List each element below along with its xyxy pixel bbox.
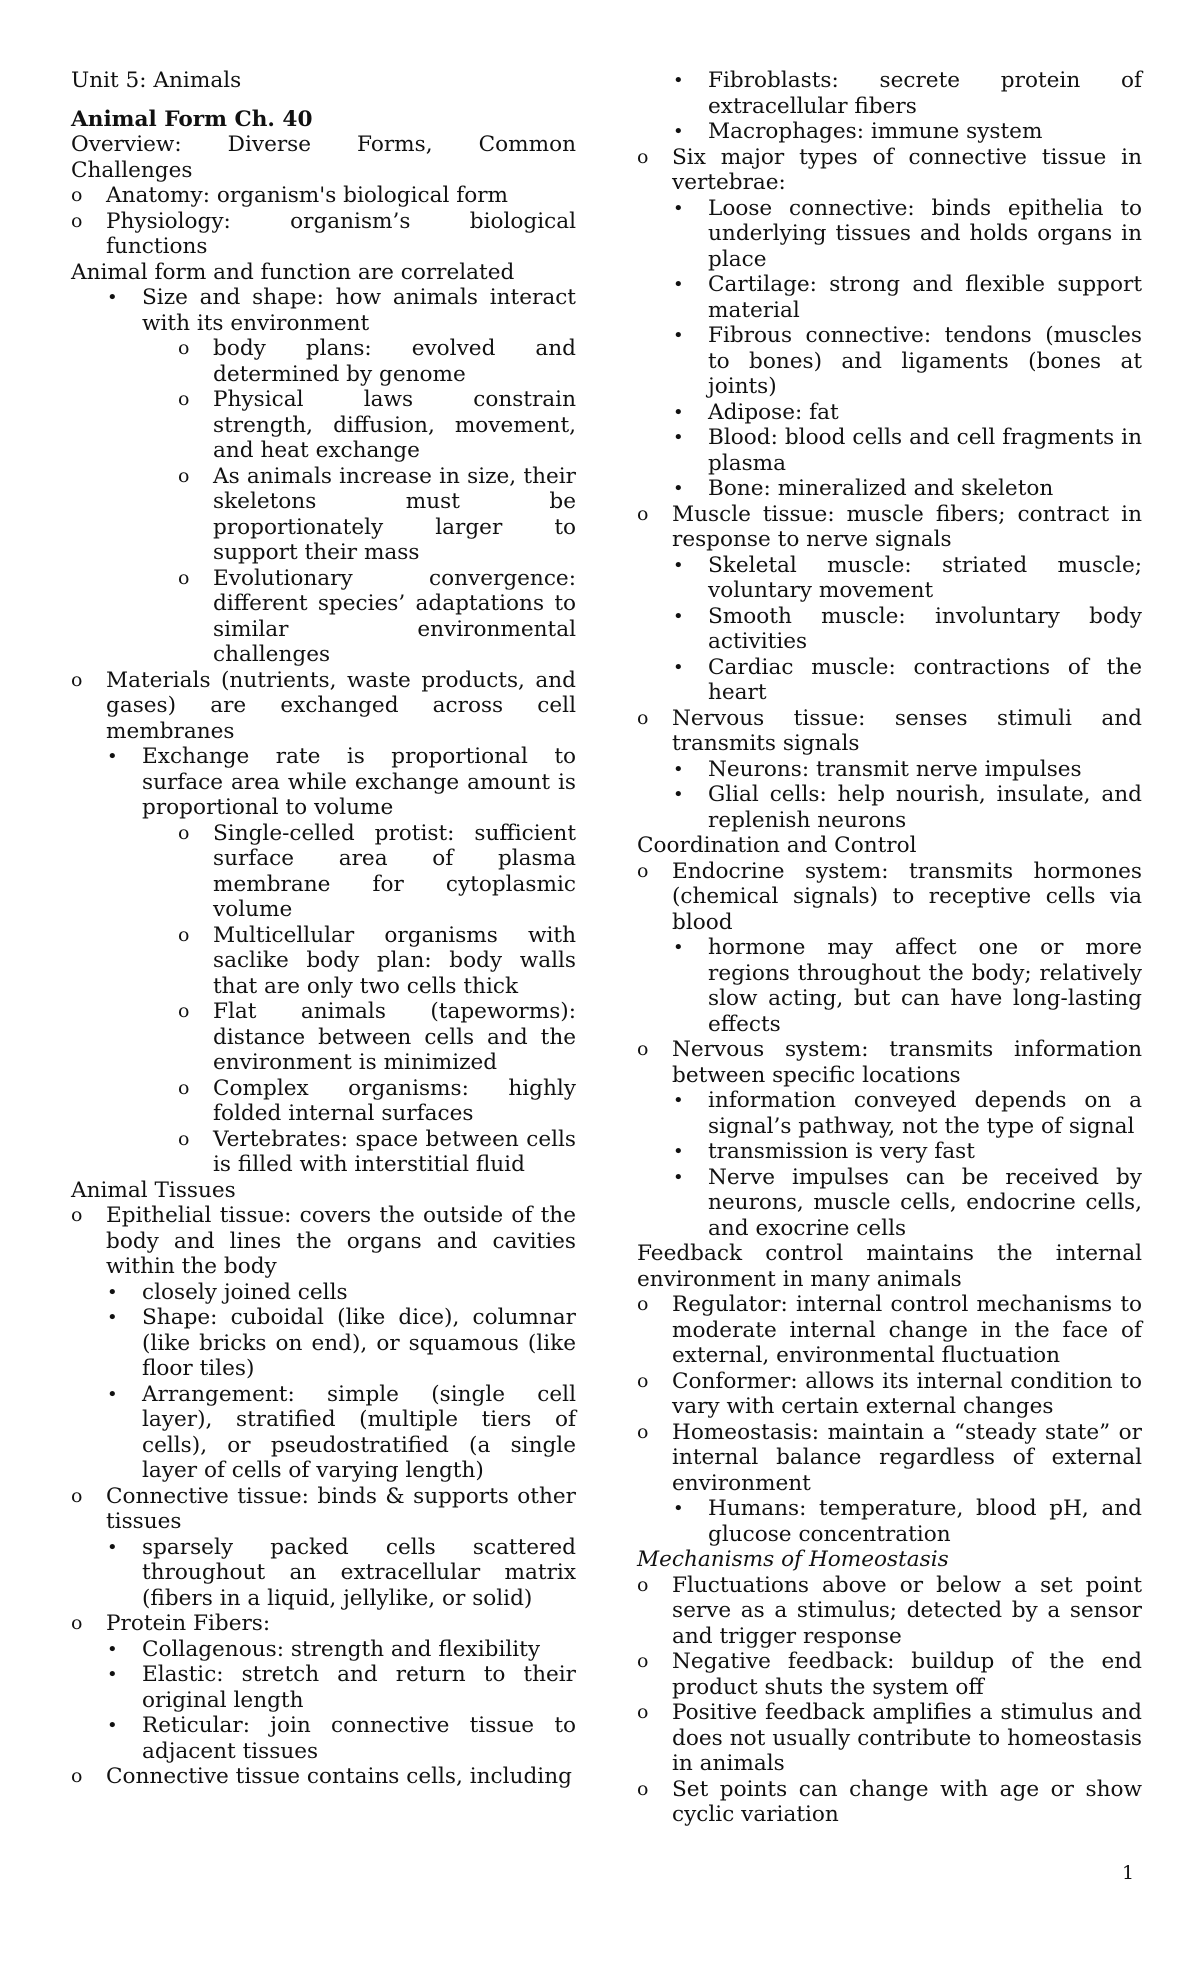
- circle-bullet-icon: o: [71, 1612, 83, 1634]
- list-item-level-3: [71, 387, 576, 464]
- list-item-text: Six major types of connective tissue in vertebrae:: [672, 144, 1142, 195]
- list-item-text: Humans: temperature, blood pH, and glucose concentration: [708, 1496, 1142, 1547]
- list-item-level-2: [637, 425, 1142, 476]
- list-item-text: Nerve impulses can be received by neurons, muscle cells, endocrine cells, and exocrine cells: [708, 1164, 1142, 1241]
- list-item-text: Connective tissue: binds & supports other tissues: [106, 1483, 576, 1534]
- list-item-text: Neurons: transmit nerve impulses: [708, 756, 1082, 782]
- circle-bullet-icon: o: [178, 1076, 190, 1099]
- list-item-level-3: [71, 999, 576, 1076]
- list-item-text: closely joined cells: [142, 1279, 348, 1305]
- list-item-level-2: [637, 1165, 1142, 1242]
- list-item-level-1: [637, 1700, 1142, 1777]
- list-item-level-3: [71, 1076, 576, 1127]
- page-number: 1: [1122, 1862, 1135, 1884]
- list-item-text: Physiology: organism’s biological functions: [106, 208, 576, 259]
- list-item-text: Nervous tissue: senses stimuli and transmits signals: [672, 705, 1142, 756]
- list-item-level-2: [71, 285, 576, 336]
- list-item-text: Glial cells: help nourish, insulate, and replenish neurons: [708, 782, 1142, 833]
- list-item-text: Connective tissue contains cells, including: [106, 1764, 572, 1789]
- list-item-text: Evolutionary convergence: different species’ adaptations to similar environmental challenges: [213, 565, 576, 667]
- circle-bullet-icon: o: [637, 1701, 649, 1723]
- list-item-text: Smooth muscle: involuntary body activities: [708, 603, 1142, 654]
- list-item-text: Fibrous connective: tendons (muscles to bones) and ligaments (bones at joints): [708, 323, 1142, 399]
- list-item-level-2: [637, 782, 1142, 833]
- left-column: [71, 68, 576, 1790]
- list-item-text: Exchange rate is proportional to surface area while exchange amount is proportional to volume: [142, 744, 576, 820]
- circle-bullet-icon: o: [178, 337, 190, 359]
- circle-bullet-icon: o: [178, 1000, 190, 1022]
- list-item-text: Elastic: stretch and return to their original length: [142, 1662, 576, 1713]
- circle-bullet-icon: o: [637, 859, 649, 882]
- bullet-icon: •: [107, 287, 118, 308]
- bullet-icon: •: [673, 197, 684, 219]
- list-item-level-1: [71, 1611, 576, 1637]
- circle-bullet-icon: o: [637, 1650, 649, 1672]
- list-item-text: Epithelial tissue: covers the outside of the body and lines the organs and cavities within the body: [106, 1203, 576, 1279]
- list-item-text: Protein Fibers:: [106, 1611, 271, 1636]
- circle-bullet-icon: o: [637, 1777, 649, 1800]
- circle-bullet-icon: o: [637, 502, 649, 525]
- list-item-text: Adipose: fat: [708, 399, 839, 425]
- bullet-icon: •: [107, 746, 118, 767]
- list-item-text: Nervous system: transmits information between specific locations: [672, 1037, 1142, 1088]
- list-item-text: transmission is very fast: [708, 1139, 975, 1164]
- circle-bullet-icon: o: [637, 1293, 649, 1315]
- circle-bullet-icon: o: [71, 1204, 83, 1226]
- list-item-level-1: [637, 859, 1142, 936]
- bullet-icon: •: [673, 401, 684, 423]
- list-item-level-1: [637, 1573, 1142, 1650]
- list-item-text: Anatomy: organism's biological form: [106, 183, 509, 208]
- list-item-text: Single-celled protist: sufficient surface area of plasma membrane for cytoplasmic volume: [213, 820, 576, 922]
- circle-bullet-icon: o: [178, 464, 190, 487]
- circle-bullet-icon: o: [637, 1038, 649, 1060]
- list-item-level-2: [637, 757, 1142, 783]
- circle-bullet-icon: o: [637, 1420, 649, 1443]
- list-item-text: Reticular: join connective tissue to adjacent tissues: [142, 1713, 576, 1764]
- list-item-text: Set points can change with age or show cyclic variation: [672, 1776, 1142, 1827]
- list-item-text: Cartilage: strong and flexible support material: [708, 272, 1142, 323]
- list-item-text: Cardiac muscle: contractions of the heart: [708, 654, 1142, 705]
- list-item-text: hormone may affect one or more regions throughout the body; relatively slow acting, but can have long-lasting effects: [708, 935, 1142, 1037]
- list-item-text: Conformer: allows its internal condition to vary with certain external changes: [672, 1368, 1142, 1419]
- list-item-level-2: [71, 1662, 576, 1713]
- list-item-text: As animals increase in size, their skeletons must be proportionately larger to support their mass: [213, 463, 576, 565]
- text-line: Coordination and Control: [637, 833, 917, 858]
- list-item-text: body plans: evolved and determined by genome: [213, 336, 576, 387]
- circle-bullet-icon: o: [178, 388, 190, 410]
- list-item-text: Size and shape: how animals interact with its environment: [142, 285, 576, 336]
- circle-bullet-icon: o: [178, 566, 190, 589]
- list-item-level-1: [637, 1420, 1142, 1497]
- bullet-icon: •: [107, 1536, 118, 1558]
- bullet-icon: •: [673, 1141, 684, 1162]
- list-item-text: Skeletal muscle: striated muscle; voluntary movement: [708, 552, 1142, 603]
- bullet-icon: •: [107, 1715, 118, 1736]
- bullet-icon: •: [673, 656, 684, 678]
- list-item-text: Endocrine system: transmits hormones (chemical signals) to receptive cells via blood: [672, 858, 1142, 935]
- list-item-level-2: [637, 196, 1142, 273]
- list-item-level-1: [637, 1292, 1142, 1369]
- text-line: Unit 5: Animals: [71, 68, 242, 93]
- list-item-level-2: [637, 655, 1142, 706]
- bullet-icon: •: [107, 1307, 118, 1328]
- bullet-icon: •: [673, 784, 684, 805]
- list-item-level-1: [637, 1649, 1142, 1700]
- list-item-level-2: [71, 1382, 576, 1484]
- list-item-text: Regulator: internal control mechanisms to moderate internal change in the face of external, environmental fluctuation: [672, 1292, 1142, 1368]
- list-item-level-1: [637, 502, 1142, 553]
- list-item-level-2: [637, 1088, 1142, 1139]
- text-line: Overview: Diverse Forms, Common Challenges: [71, 132, 576, 183]
- list-item-level-2: [637, 323, 1142, 400]
- list-item-level-1: [71, 668, 576, 745]
- text-line: Animal Tissues: [71, 1177, 236, 1203]
- bullet-icon: •: [107, 1383, 118, 1405]
- circle-bullet-icon: o: [71, 1765, 83, 1787]
- list-item-level-3: [71, 821, 576, 923]
- list-item-text: Multicellular organisms with saclike body plan: body walls that are only two cells thick: [213, 922, 576, 999]
- bullet-icon: •: [673, 554, 684, 576]
- circle-bullet-icon: o: [637, 145, 649, 168]
- list-item-level-1: [71, 1484, 576, 1535]
- chapter-heading: Animal Form Ch. 40: [71, 106, 313, 132]
- list-item-text: Blood: blood cells and cell fragments in plasma: [708, 425, 1142, 476]
- right-column: [637, 68, 1142, 1828]
- list-item-text: Complex organisms: highly folded internal surfaces: [213, 1075, 576, 1126]
- list-item-level-2: [71, 1637, 576, 1663]
- circle-bullet-icon: o: [637, 706, 649, 729]
- list-item-text: Fluctuations above or below a set point serve as a stimulus; detected by a sensor and trigger response: [672, 1572, 1142, 1649]
- circle-bullet-icon: o: [71, 1484, 83, 1507]
- bullet-icon: •: [673, 1498, 684, 1519]
- list-item-text: Physical laws constrain strength, diffusion, movement, and heat exchange: [213, 387, 576, 463]
- list-item-level-2: [637, 272, 1142, 323]
- list-item-text: Shape: cuboidal (like dice), columnar (like bricks on end), or squamous (like floor tiles): [142, 1305, 576, 1381]
- list-item-text: information conveyed depends on a signal’s pathway, not the type of signal: [708, 1088, 1142, 1139]
- list-item-text: Materials (nutrients, waste products, and gases) are exchanged across cell membranes: [106, 667, 576, 744]
- list-item-level-2: [71, 1280, 576, 1306]
- circle-bullet-icon: o: [71, 668, 83, 691]
- bullet-icon: •: [673, 605, 684, 627]
- list-item-level-1: [637, 706, 1142, 757]
- bullet-icon: •: [673, 70, 684, 91]
- circle-bullet-icon: o: [178, 923, 190, 946]
- spacer: [71, 94, 576, 107]
- list-item-level-2: [637, 1139, 1142, 1165]
- text-line: Animal form and function are correlated: [71, 259, 515, 285]
- bullet-icon: •: [673, 121, 684, 142]
- circle-bullet-icon: o: [637, 1573, 649, 1596]
- list-item-level-2: [71, 1305, 576, 1382]
- bullet-icon: •: [673, 274, 684, 295]
- list-item-level-1: [637, 1037, 1142, 1088]
- list-item-level-1: [637, 1369, 1142, 1420]
- list-item-level-3: [71, 1127, 576, 1178]
- list-item-text: Positive feedback amplifies a stimulus and does not usually contribute to homeostasis in animals: [672, 1700, 1142, 1776]
- list-item-level-1: [71, 209, 576, 260]
- list-item-text: Flat animals (tapeworms): distance between cells and the environment is minimized: [213, 999, 576, 1075]
- list-item-level-2: [637, 553, 1142, 604]
- list-item-text: Loose connective: binds epithelia to underlying tissues and holds organs in place: [708, 195, 1142, 272]
- bullet-icon: •: [673, 937, 684, 958]
- bullet-icon: •: [673, 427, 684, 448]
- bullet-icon: •: [673, 325, 684, 346]
- list-item-level-2: [637, 935, 1142, 1037]
- list-item-level-2: [71, 1713, 576, 1764]
- list-item-level-3: [71, 464, 576, 566]
- list-item-level-3: [71, 566, 576, 668]
- circle-bullet-icon: o: [71, 184, 83, 206]
- list-item-text: Vertebrates: space between cells is filled with interstitial fluid: [213, 1126, 576, 1177]
- subsection-heading: Mechanisms of Homeostasis: [637, 1547, 949, 1572]
- bullet-icon: •: [673, 478, 684, 499]
- circle-bullet-icon: o: [71, 209, 83, 232]
- circle-bullet-icon: o: [637, 1369, 649, 1392]
- bullet-icon: •: [107, 1664, 118, 1685]
- bullet-icon: •: [673, 1090, 684, 1111]
- list-item-level-3: [71, 923, 576, 1000]
- list-item-text: Negative feedback: buildup of the end product shuts the system off: [672, 1649, 1142, 1700]
- list-item-text: Collagenous: strength and flexibility: [142, 1636, 541, 1662]
- list-item-text: Arrangement: simple (single cell layer), stratified (multiple tiers of cells), or pseudostratified (a single layer of cells of varying length): [142, 1381, 576, 1483]
- list-item-level-2: [637, 604, 1142, 655]
- list-item-level-1: [71, 1764, 576, 1790]
- bullet-icon: •: [673, 758, 684, 780]
- list-item-level-2: [71, 1535, 576, 1612]
- bullet-icon: •: [673, 1166, 684, 1188]
- list-item-text: Bone: mineralized and skeleton: [708, 476, 1054, 501]
- list-item-text: Macrophages: immune system: [708, 119, 1043, 144]
- list-item-level-2: [637, 400, 1142, 426]
- list-item-text: Fibroblasts: secrete protein of extracellular fibers: [708, 68, 1142, 119]
- list-item-level-1: [71, 1203, 576, 1280]
- list-item-level-1: [637, 1777, 1142, 1828]
- list-item-level-1: [637, 145, 1142, 196]
- text-line: Feedback control maintains the internal environment in many animals: [637, 1241, 1142, 1292]
- list-item-level-2: [637, 476, 1142, 502]
- list-item-text: sparsely packed cells scattered throughout an extracellular matrix (fibers in a liquid, jellylike, or solid): [142, 1534, 576, 1611]
- list-item-level-3: [71, 336, 576, 387]
- circle-bullet-icon: o: [178, 1127, 190, 1150]
- list-item-text: Muscle tissue: muscle fibers; contract in response to nerve signals: [672, 501, 1142, 552]
- list-item-level-2: [71, 744, 576, 821]
- list-item-level-2: [637, 68, 1142, 119]
- list-item-level-2: [637, 119, 1142, 145]
- circle-bullet-icon: o: [178, 821, 190, 844]
- bullet-icon: •: [107, 1638, 118, 1660]
- bullet-icon: •: [107, 1281, 118, 1303]
- list-item-level-2: [637, 1496, 1142, 1547]
- list-item-level-1: [71, 183, 576, 209]
- list-item-text: Homeostasis: maintain a “steady state” or internal balance regardless of external environment: [672, 1419, 1142, 1496]
